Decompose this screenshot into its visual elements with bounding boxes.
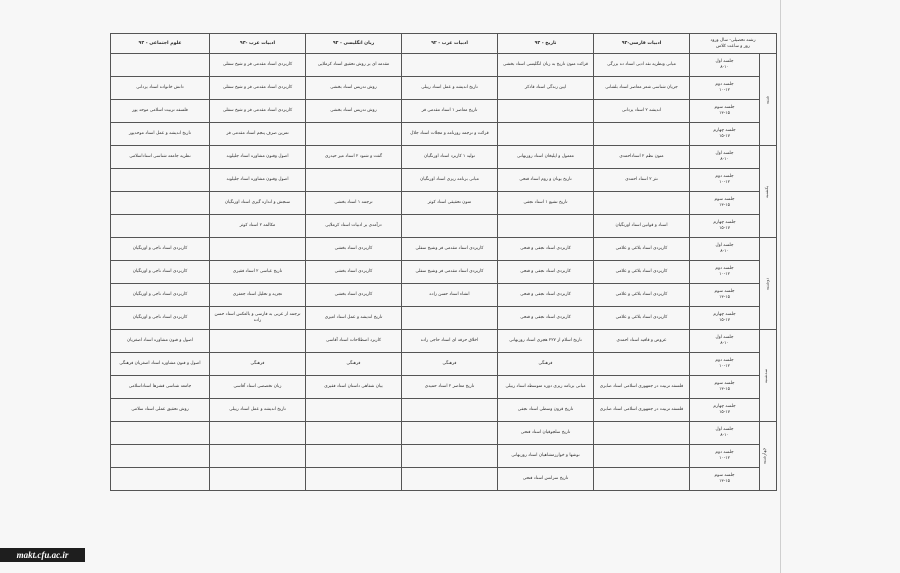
course-cell [498,100,594,123]
session-label: جلسه اول [715,243,734,248]
course-cell: تاریخ اسلام از ۲۲۷ هجری استاد روزبهانی [498,330,594,353]
session-label: جلسه اول [715,427,734,432]
course-cell: تمرین صرف پنجم استاد مقدمی فر [210,123,306,146]
session-cell [690,169,760,192]
course-cell: تاریخ اندیشه و عمل استاد موحدپور [111,123,210,146]
schedule-row [111,215,777,238]
course-cell [210,238,306,261]
course-cell: نثر ۲ استاد احمدی [594,169,690,192]
course-cell [306,169,402,192]
schedule-row [111,100,777,123]
course-cell [594,422,690,445]
corner-line-1: رشته تحصیلی- سال ورود [710,37,756,43]
course-cell [402,399,498,422]
session-label: جلسه دوم [715,450,734,455]
course-cell: کاربردی استاد بلاغی و علامی [594,238,690,261]
column-header: زبان انگلیسی - ۹۲ [306,34,402,54]
course-cell: کاربردی استاد مقدمی فر و شیخ سفلی [210,77,306,100]
schedule-row [111,376,777,399]
course-cell [111,192,210,215]
course-cell: کاربردی استاد مقدمی فر وشیخ سفلی [402,261,498,284]
course-cell: کاربردی استاد نجفی و فتحی [498,307,594,330]
course-cell: مبانی برنامه ریزی استاد اورنگیان [402,169,498,192]
course-cell [306,399,402,422]
course-cell [111,54,210,77]
column-header: ادبیات عرب - ۹۲ [402,34,498,54]
course-cell: متون تحقیقی استاد کوثر [402,192,498,215]
day-cell [760,238,777,330]
session-time: ۱۳-۱۵ [719,295,730,300]
session-cell [690,100,760,123]
column-header: تاریخ - ۹۳ [498,34,594,54]
course-cell: تاریخ معاصر ۱ استاد مقدمی فر [402,100,498,123]
course-cell: روش تحقیق عملی استاد سلامی [111,399,210,422]
course-cell: قرائت و ترجمه روزنامه و مجلات استاد جلال [402,123,498,146]
course-cell: تاریخ عباسی ۲ استاد فقیری [210,261,306,284]
session-cell [690,284,760,307]
course-cell: فلسفه تربیت در جمهوری اسلامی استاد صابری [594,399,690,422]
course-cell: دانش خانواده استاد یزدانی [111,77,210,100]
course-cell: کاربردی استاد بلاغی و علامی [594,284,690,307]
course-cell [498,123,594,146]
course-cell [306,468,402,491]
course-cell [306,445,402,468]
course-cell: درآمدی بر ادبیات استاد کرملایی [306,215,402,238]
course-cell: مبانی برنامه ریزی دوره متوسطه استاد ربیلی [498,376,594,399]
course-cell: کاربردی استاد نجفی و فتحی [498,238,594,261]
course-cell [402,422,498,445]
course-cell: معمول و اپلیخان استاد روزبهانی [498,146,594,169]
course-cell: فرهنگی [402,353,498,376]
session-label: جلسه چهارم [713,312,736,317]
session-cell [690,192,760,215]
course-cell: نوشها و خوارزمشاهیان استاد روزبهانی [498,445,594,468]
course-cell: کاربردی استاد بخشی [306,238,402,261]
session-label: جلسه سوم [714,197,735,202]
course-cell: تاریخ قرون وسطی استاد نجفی [498,399,594,422]
schedule-row [111,54,777,77]
course-cell: کاربردی استاد نجفی و فتحی [498,261,594,284]
course-cell: اصول وفنون مشاوره استاد جلیلوند [210,146,306,169]
course-cell: کاربردی استاد بلاغی و علامی [594,261,690,284]
course-cell [306,123,402,146]
course-cell [210,330,306,353]
course-cell [402,307,498,330]
course-cell: کاربردی استاد مقدمی فر و شیخ سفلی [210,54,306,77]
session-cell [690,261,760,284]
corner-header [690,34,777,54]
course-cell: تاریخ سلجوقیان استاد فتحی [498,422,594,445]
column-header: ادبیات عرب -۹۳ [210,34,306,54]
session-time: ۱۰-۱۲ [719,364,730,369]
course-cell: کاربردی استاد بخشی [306,284,402,307]
course-cell [111,215,210,238]
schedule-row [111,445,777,468]
schedule-row [111,192,777,215]
session-time: ۱۰-۱۲ [719,180,730,185]
corner-line-2: روز و ساعت کلاس [716,43,750,49]
session-cell [690,146,760,169]
session-label: جلسه چهارم [713,404,736,409]
course-cell: کاربردی استاد ناجی و اورنگیان [111,307,210,330]
course-cell: کاربردی استاد بخشی [306,261,402,284]
course-cell: اصول و فنون مشاوره استاد اصغریان [111,330,210,353]
course-cell [210,445,306,468]
schedule-row [111,123,777,146]
course-cell [210,422,306,445]
course-cell: فرهنگی [498,353,594,376]
course-cell: کاربردی استاد ناجی و اورنگیان [111,261,210,284]
column-header: ادبیات فارسی-۹۲ [594,34,690,54]
course-cell [111,468,210,491]
course-cell: ترجمه ۱ استاد بخشی [306,192,402,215]
schedule-row [111,169,777,192]
session-cell [690,307,760,330]
session-time: ۸-۱۰ [720,65,729,70]
course-cell: کاربرد اصطلاحات استاد آقاسی [306,330,402,353]
session-time: ۱۵-۱۷ [719,410,730,415]
course-cell: تجزیه و تحلیل استاد جعفری [210,284,306,307]
course-cell: سنجش و اندازه گیری استاد اورنگیان [210,192,306,215]
course-cell [402,468,498,491]
course-cell: کاربردی استاد ناجی و اورنگیان [111,238,210,261]
day-label: دوشنبه [764,277,770,290]
session-label: جلسه اول [715,151,734,156]
schedule-row [111,468,777,491]
schedule-row [111,261,777,284]
course-cell: عروض و قافیه استاد احمدی [594,330,690,353]
session-label: جلسه دوم [715,174,734,179]
course-cell: ایین زندگی استاد قادکر [498,77,594,100]
session-label: جلسه دوم [715,358,734,363]
course-cell: روش تدریس استاد بخشی [306,77,402,100]
schedule-row [111,307,777,330]
session-cell [690,468,760,491]
session-cell [690,445,760,468]
course-cell: روش تدریس استاد بخشی [306,100,402,123]
session-cell [690,353,760,376]
scan-edge-line [780,0,781,573]
session-label: جلسه دوم [715,82,734,87]
day-label: چهارشنبه [762,447,768,465]
schedule-table [110,33,777,491]
schedule-row [111,353,777,376]
course-cell [111,169,210,192]
site-badge: makt.cfu.ac.ir [0,548,85,562]
course-cell: تاریخ یونان و روم استاد فتحی [498,169,594,192]
session-time: ۸-۱۰ [720,341,729,346]
session-cell [690,215,760,238]
course-cell: تاریخ اندیشه و عمل استاد ربیلی [402,77,498,100]
course-cell: کاربردی استاد مقدمی فر و شیخ سفلی [210,100,306,123]
course-cell: جامعه شناسی قشرها استاداسلامی [111,376,210,399]
course-cell: فرهنگی [306,353,402,376]
column-header: علوم اجتماعی - ۹۳ [111,34,210,54]
course-cell: مبانی ونظریه نقد ادبی استاد ده بزرگی [594,54,690,77]
day-label: شنبه [765,95,770,104]
session-time: ۱۰-۱۲ [719,88,730,93]
course-cell: متون نظم ۲ استاداحمدی [594,146,690,169]
course-cell [594,468,690,491]
day-cell [760,54,777,146]
schedule-row [111,146,777,169]
course-cell [402,445,498,468]
course-cell: اصول وفنون مشاوره استاد جلیلوند [210,169,306,192]
session-label: جلسه دوم [715,266,734,271]
session-time: ۱۵-۱۷ [719,134,730,139]
session-label: جلسه چهارم [713,220,736,225]
course-cell: جریان شناسی شعر معاصر استاد بلشانی [594,77,690,100]
course-cell: تولید ۱ کاربرد استاد اورنگیان [402,146,498,169]
course-cell: انشاء استاد حسن زاده [402,284,498,307]
course-cell: اسناد و قوانین استاد اورنگیان [594,215,690,238]
session-label: جلسه سوم [714,381,735,386]
course-cell [111,445,210,468]
session-time: ۱۵-۱۷ [719,226,730,231]
course-cell: مکالمه ۲ استاد کوثر [210,215,306,238]
session-label: جلسه سوم [714,473,735,478]
course-cell: مقدمه ای بر روش تحقیق استاد کرملایی [306,54,402,77]
course-cell: کاربردی استاد مقدمی فر وشیخ سفلی [402,238,498,261]
day-label: سه‌شنبه [763,368,769,383]
course-cell: تاریخ معاصر ۲ استاد حمیدی [402,376,498,399]
course-cell [594,353,690,376]
course-cell [594,192,690,215]
session-label: جلسه اول [715,59,734,64]
course-cell: فلسفه تربیت اسلامی موحد پور [111,100,210,123]
session-cell [690,238,760,261]
schedule-row [111,238,777,261]
session-time: ۱۵-۱۷ [719,318,730,323]
session-time: ۱۰-۱۲ [719,272,730,277]
course-cell: تاریخ سرانس استاد فتحی [498,468,594,491]
schedule-row [111,399,777,422]
day-cell [760,422,777,491]
course-cell: کاربردی استاد ناجی و اورنگیان [111,284,210,307]
course-cell: کاربردی استاد بلاغی و علامی [594,307,690,330]
course-cell: گفت و شنود ۲ استاد میر حیدری [306,146,402,169]
course-cell: تاریخ اندیشه و عمل استاد ربیلی [210,399,306,422]
course-cell: ترجمه از عربی به فارسی و بالعکس استاد حسن زاده [210,307,306,330]
session-cell [690,422,760,445]
session-label: جلسه چهارم [713,128,736,133]
session-cell [690,123,760,146]
session-cell [690,399,760,422]
day-cell [760,330,777,422]
course-cell [111,422,210,445]
course-cell: بیان شفاهی داستان استاد فقیری [306,376,402,399]
session-label: جلسه اول [715,335,734,340]
course-cell: تاریخ تشیع ۱ استاد نجفی [498,192,594,215]
course-cell: فرهنگی [210,353,306,376]
schedule-row [111,422,777,445]
course-cell [306,422,402,445]
course-cell: اصول و فنون مشاوره استاد اصغریان فرهنگی [111,353,210,376]
session-cell [690,330,760,353]
session-cell [690,77,760,100]
day-cell [760,146,777,238]
course-cell [210,468,306,491]
session-time: ۱۳-۱۵ [719,387,730,392]
course-cell: اخلاق حرفه ای استاد حاجی زاده [402,330,498,353]
course-cell: اندیشه ۲ استاد یزدانی [594,100,690,123]
course-cell: نظریه جامعه شناسی استاداسلامی [111,146,210,169]
session-time: ۸-۱۰ [720,433,729,438]
session-time: ۱۳-۱۵ [719,111,730,116]
course-cell: فلسفه تربیت در جمهوری اسلامی استاد صابری [594,376,690,399]
schedule-row [111,77,777,100]
session-cell [690,54,760,77]
schedule-row [111,284,777,307]
header-row [111,34,777,54]
course-cell [402,54,498,77]
day-label: یکشنبه [764,185,770,198]
session-time: ۱۳-۱۵ [719,479,730,484]
session-time: ۸-۱۰ [720,249,729,254]
course-cell [498,215,594,238]
schedule-body [111,34,777,491]
course-cell: قرائت متون تاریخ به زبان انگلیسی استاد بخشی [498,54,594,77]
session-time: ۱۰-۱۲ [719,456,730,461]
course-cell [402,215,498,238]
course-cell [594,445,690,468]
session-label: جلسه سوم [714,289,735,294]
session-label: جلسه سوم [714,105,735,110]
course-cell: کاربردی استاد نجفی و فتحی [498,284,594,307]
session-cell [690,376,760,399]
session-time: ۸-۱۰ [720,157,729,162]
session-time: ۱۳-۱۵ [719,203,730,208]
course-cell: زبان تخصصی استاد آقاسی [210,376,306,399]
course-cell: تاریخ اندیشه و عمل استاد امیری [306,307,402,330]
course-cell [594,123,690,146]
schedule-row [111,330,777,353]
